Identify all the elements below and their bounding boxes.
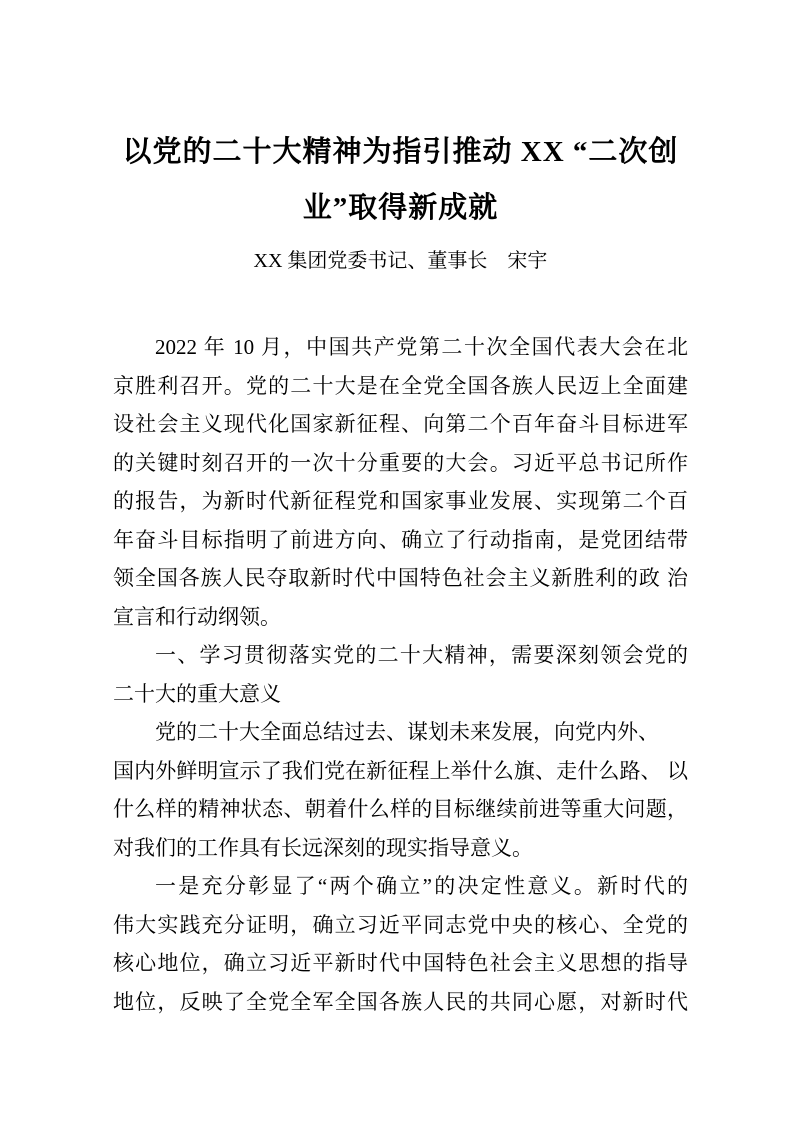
body-line: 二十大的重大意义 <box>113 681 281 706</box>
document-body <box>113 328 688 1021</box>
byline: XX 集团党委书记、董事长 宋宇 <box>253 250 548 272</box>
document-title <box>105 124 696 236</box>
body-line: 的报告，为新时代新征程党和国家事业发展、实现第二个百 <box>113 489 688 513</box>
body-line: 对我们的工作具有长远深刻的现实指导意义。 <box>113 835 533 860</box>
body-line: 一、学习贯彻落实党的二十大精神，需要深刻领会党的 <box>155 643 688 667</box>
body-line: 2022 年 10 月，中国共产党第二十次全国代表大会在北 <box>155 335 688 359</box>
paragraph-para-two-establishes <box>113 867 688 1021</box>
body-line: 设社会主义现代化国家新征程、向第二个百年奋斗目标进军 <box>113 412 688 436</box>
title-line-2: 业”取得新成就 <box>302 192 499 224</box>
body-line: 宣言和行动纲领。 <box>113 604 281 629</box>
body-line: 伟大实践充分证明，确立习近平同志党中央的核心、全党的 <box>113 912 688 937</box>
body-line: 什么样的精神状态、朝着什么样的目标继续前进等重大问题， <box>113 797 688 821</box>
paragraph-intro <box>113 328 688 636</box>
body-line: 的关键时刻召开的一次十分重要的大会。习近平总书记所作 <box>113 450 688 475</box>
body-line: 党的二十大全面总结过去、谋划未来发展，向党内外、 <box>155 720 659 744</box>
body-line: 地位，反映了全党全军全国各族人民的共同心愿，对新时代 <box>113 989 688 1014</box>
title-line-1: 以党的二十大精神为指引推动 XX “二次创 <box>122 136 679 168</box>
body-line: 核心地位，确立习近平新时代中国特色社会主义思想的指导 <box>113 951 688 975</box>
paragraph-section-heading-1 <box>113 636 688 713</box>
body-line: 京胜利召开。党的二十大是在全党全国各族人民迈上全面建 <box>113 373 688 398</box>
body-line: 国内外鲜明宣示了我们党在新征程上举什么旗、走什么路、 以 <box>113 758 688 783</box>
body-line: 年奋斗目标指明了前进方向、确立了行动指南，是党团结带 <box>113 527 688 552</box>
body-line: 一是充分彰显了“两个确立”的决定性意义。新时代的 <box>155 874 688 898</box>
body-line: 领全国各族人民夺取新时代中国特色社会主义新胜利的政 治 <box>113 566 688 590</box>
paragraph-para-significance <box>113 713 688 867</box>
